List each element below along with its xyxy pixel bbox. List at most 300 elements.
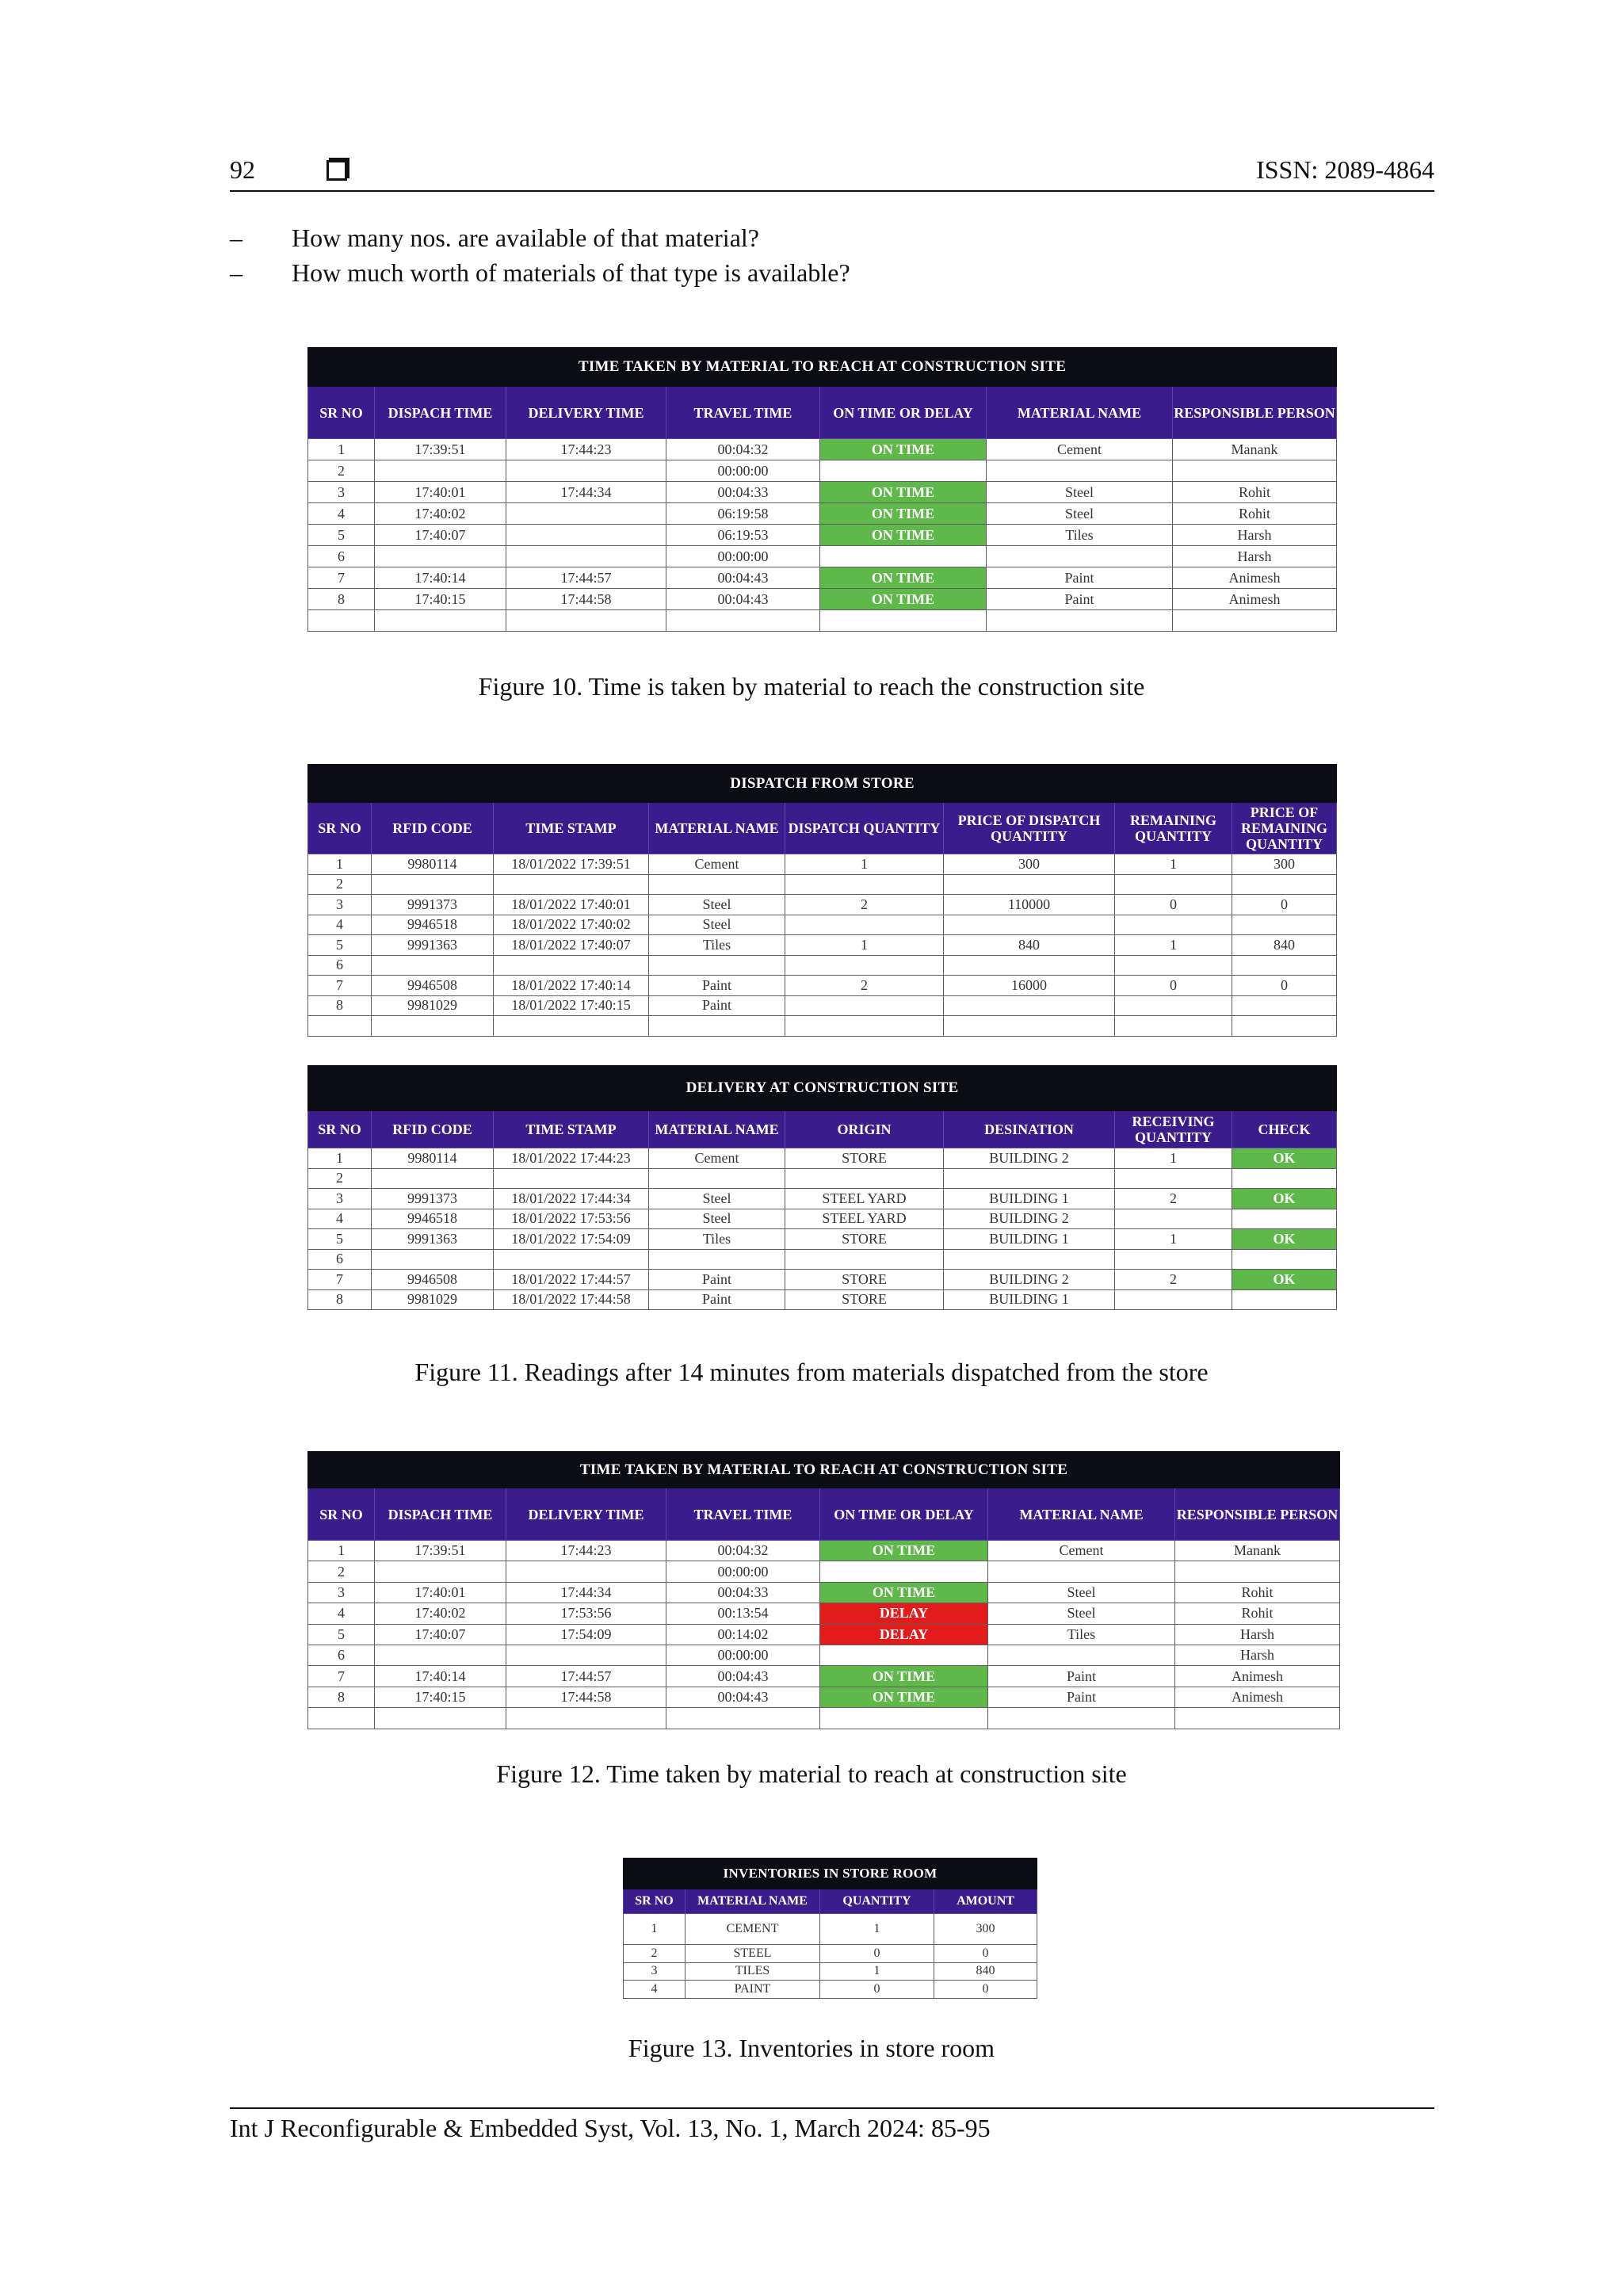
table-row xyxy=(308,546,1337,567)
table-cell: Animesh xyxy=(1173,589,1337,610)
table-cell xyxy=(1173,610,1337,632)
table-cell: 00:00:00 xyxy=(666,546,820,567)
table-cell xyxy=(1232,1289,1337,1310)
column-header: RESPONSIBLE PERSON xyxy=(1173,387,1337,439)
table-cell: 17:40:15 xyxy=(375,589,506,610)
table-cell: 00:04:43 xyxy=(666,589,820,610)
status-badge: DELAY xyxy=(820,1603,988,1624)
table-cell: BUILDING 2 xyxy=(944,1148,1115,1169)
table-cell: 17:40:02 xyxy=(375,503,506,525)
table-cell xyxy=(372,1016,494,1037)
table-cell: Paint xyxy=(649,1289,785,1310)
table-cell: 00:04:32 xyxy=(666,1541,820,1561)
table-cell: Animesh xyxy=(1175,1666,1340,1687)
table-cell xyxy=(785,1168,944,1189)
table-cell: 840 xyxy=(944,935,1115,956)
page-number: 92 xyxy=(230,155,255,184)
table-cell: 840 xyxy=(934,1962,1037,1981)
table-cell xyxy=(820,1561,988,1582)
table-cell: 2 xyxy=(624,1945,685,1963)
table-row xyxy=(308,439,1337,460)
page-header xyxy=(230,154,1434,192)
table-cell: Rohit xyxy=(1175,1603,1340,1624)
table-cell: 0 xyxy=(934,1945,1037,1963)
table-cell xyxy=(1232,995,1337,1016)
table-cell: Paint xyxy=(988,1666,1175,1687)
table-cell xyxy=(666,1708,820,1729)
table-cell: BUILDING 1 xyxy=(944,1189,1115,1209)
table-row xyxy=(308,1016,1337,1037)
table-cell: 8 xyxy=(308,1687,375,1707)
table-cell: 1 xyxy=(624,1914,685,1945)
table-cell: Harsh xyxy=(1173,525,1337,546)
table-cell xyxy=(506,460,666,482)
table-cell: Animesh xyxy=(1175,1687,1340,1707)
table-cell: 2 xyxy=(308,1168,372,1189)
figure-12-caption: Figure 12. Time taken by material to reach at construction site xyxy=(496,1759,1127,1788)
table-cell: 18/01/2022 17:44:58 xyxy=(494,1289,649,1310)
table-cell: Harsh xyxy=(1173,546,1337,567)
table-cell: STORE xyxy=(785,1148,944,1169)
column-header: DISPATCH QUANTITY xyxy=(785,803,944,854)
column-header: TIME STAMP xyxy=(494,1111,649,1148)
table-cell: STEEL YARD xyxy=(785,1189,944,1209)
table-cell: 8 xyxy=(308,589,375,610)
table-cell: 1 xyxy=(1115,1148,1232,1169)
table-cell xyxy=(1115,1209,1232,1229)
table-cell: Steel xyxy=(649,915,785,935)
table-cell: 3 xyxy=(308,1189,372,1209)
table-cell: 17:44:57 xyxy=(506,1666,666,1687)
table-cell: 2 xyxy=(308,460,375,482)
column-header: RFID CODE xyxy=(372,1111,494,1148)
table-cell: 9991363 xyxy=(372,1229,494,1250)
table-cell: 3 xyxy=(308,482,375,503)
table-cell: Rohit xyxy=(1173,503,1337,525)
table-cell: 18/01/2022 17:40:01 xyxy=(494,895,649,915)
column-header: TRAVEL TIME xyxy=(666,387,820,439)
table-cell: 17:44:58 xyxy=(506,589,666,610)
table-cell xyxy=(506,1708,666,1729)
column-header: DISPACH TIME xyxy=(375,387,506,439)
table-cell xyxy=(649,874,785,895)
column-header: PRICE OF REMAINING QUANTITY xyxy=(1232,803,1337,854)
table-cell: 17:40:14 xyxy=(375,567,506,589)
column-header: RECEIVING QUANTITY xyxy=(1115,1111,1232,1148)
table-cell: 8 xyxy=(308,995,372,1016)
table-cell xyxy=(1232,1209,1337,1229)
table-cell: Tiles xyxy=(988,1624,1175,1645)
table-cell: BUILDING 2 xyxy=(944,1270,1115,1290)
table-cell xyxy=(1232,955,1337,976)
page-footer: Int J Reconfigurable & Embedded Syst, Vol. 13, No. 1, March 2024: 85-95 xyxy=(230,2107,1434,2143)
table-cell: 1 xyxy=(308,1148,372,1169)
table-cell: 300 xyxy=(944,854,1115,875)
table-title-row xyxy=(308,1452,1340,1488)
column-header: MATERIAL NAME xyxy=(649,1111,785,1148)
table-cell: Paint xyxy=(649,995,785,1016)
column-header: SR NO xyxy=(308,1111,372,1148)
table-cell: 17:44:58 xyxy=(506,1687,666,1707)
table-cell: 00:04:43 xyxy=(666,1666,820,1687)
table-cell xyxy=(375,1645,506,1665)
table-cell: Steel xyxy=(649,895,785,915)
table-cell: 00:00:00 xyxy=(666,1645,820,1665)
table-cell: 0 xyxy=(820,1945,934,1963)
table-cell: Steel xyxy=(987,503,1173,525)
table-cell xyxy=(987,546,1173,567)
table-cell xyxy=(1115,995,1232,1016)
table-cell: 2 xyxy=(1115,1270,1232,1290)
table-cell: PAINT xyxy=(685,1981,820,1999)
table-title: TIME TAKEN BY MATERIAL TO REACH AT CONSTRUCTION SITE xyxy=(308,348,1337,387)
table-row xyxy=(624,1962,1037,1981)
table-cell: 17:44:34 xyxy=(506,1582,666,1603)
table-cell: 00:04:33 xyxy=(666,482,820,503)
table-cell xyxy=(494,955,649,976)
table-cell: 4 xyxy=(308,1603,375,1624)
table-cell: Steel xyxy=(988,1603,1175,1624)
table-row xyxy=(308,1561,1340,1582)
table-cell xyxy=(944,1168,1115,1189)
table-cell xyxy=(372,874,494,895)
status-badge: OK xyxy=(1232,1229,1337,1250)
table-cell: 7 xyxy=(308,567,375,589)
table-cell: Animesh xyxy=(1173,567,1337,589)
table-header-row xyxy=(308,1111,1337,1148)
table-cell: Paint xyxy=(987,567,1173,589)
table-cell: 1 xyxy=(820,1914,934,1945)
table-cell xyxy=(1115,955,1232,976)
table-cell: STORE xyxy=(785,1289,944,1310)
table-cell: 9991363 xyxy=(372,935,494,956)
figure-11-caption: Figure 11. Readings after 14 minutes from materials dispatched from the store xyxy=(414,1358,1209,1386)
table-cell: STORE xyxy=(785,1229,944,1250)
table-cell: BUILDING 1 xyxy=(944,1289,1115,1310)
table-cell: 9980114 xyxy=(372,854,494,875)
column-header: SR NO xyxy=(308,387,375,439)
table-cell: 17:40:01 xyxy=(375,482,506,503)
table-cell xyxy=(1115,1249,1232,1270)
table-cell xyxy=(785,874,944,895)
column-header: SR NO xyxy=(308,1488,375,1541)
table-cell: 1 xyxy=(1115,1229,1232,1250)
table-cell: 17:40:02 xyxy=(375,1603,506,1624)
fig10-table xyxy=(307,347,1337,632)
table-cell: 4 xyxy=(624,1981,685,1999)
table-cell xyxy=(1232,915,1337,935)
table-cell xyxy=(944,995,1115,1016)
table-cell: 2 xyxy=(785,976,944,996)
table-cell: 17:39:51 xyxy=(375,439,506,460)
status-badge: ON TIME xyxy=(820,439,987,460)
table-cell: 17:54:09 xyxy=(506,1624,666,1645)
status-badge: ON TIME xyxy=(820,525,987,546)
table-cell: 300 xyxy=(1232,854,1337,875)
table-cell: BUILDING 2 xyxy=(944,1209,1115,1229)
column-header: SR NO xyxy=(624,1889,685,1914)
status-badge: ON TIME xyxy=(820,1582,988,1603)
table-row xyxy=(308,482,1337,503)
table-cell xyxy=(1173,460,1337,482)
table-row xyxy=(308,610,1337,632)
table-row xyxy=(308,460,1337,482)
fig11-dispatch-table xyxy=(307,764,1337,1037)
status-badge: OK xyxy=(1232,1148,1337,1169)
table-cell: Manank xyxy=(1173,439,1337,460)
status-badge: ON TIME xyxy=(820,482,987,503)
table-cell: 1 xyxy=(308,854,372,875)
table-cell xyxy=(785,915,944,935)
table-cell: 9991373 xyxy=(372,895,494,915)
table-title-row xyxy=(308,1066,1337,1111)
table-cell: Cement xyxy=(988,1541,1175,1561)
column-header: MATERIAL NAME xyxy=(988,1488,1175,1541)
table-cell xyxy=(944,874,1115,895)
table-cell: 18/01/2022 17:40:14 xyxy=(494,976,649,996)
table-cell: 0 xyxy=(1115,895,1232,915)
table-cell xyxy=(375,1561,506,1582)
table-row xyxy=(308,1666,1340,1687)
bullet-list xyxy=(230,220,850,290)
table-cell: 00:00:00 xyxy=(666,1561,820,1582)
table-row xyxy=(308,1148,1337,1169)
status-badge: ON TIME xyxy=(820,567,987,589)
table-cell xyxy=(375,546,506,567)
table-cell xyxy=(785,1249,944,1270)
table-row xyxy=(624,1945,1037,1963)
table-cell: 5 xyxy=(308,935,372,956)
table-cell: STORE xyxy=(785,1270,944,1290)
table-cell: 9981029 xyxy=(372,995,494,1016)
column-header: TIME STAMP xyxy=(494,803,649,854)
table-row xyxy=(624,1914,1037,1945)
table-row xyxy=(308,995,1337,1016)
column-header: PRICE OF DISPATCH QUANTITY xyxy=(944,803,1115,854)
table-cell: 2 xyxy=(785,895,944,915)
table-cell: CEMENT xyxy=(685,1914,820,1945)
table-row xyxy=(308,589,1337,610)
column-header: DELIVERY TIME xyxy=(506,387,666,439)
table-title: TIME TAKEN BY MATERIAL TO REACH AT CONSTRUCTION SITE xyxy=(308,1452,1340,1488)
table-cell xyxy=(649,1168,785,1189)
table-cell xyxy=(308,1016,372,1037)
column-header: ON TIME OR DELAY xyxy=(820,387,987,439)
table-cell xyxy=(820,610,987,632)
column-header: QUANTITY xyxy=(820,1889,934,1914)
table-cell: 6 xyxy=(308,955,372,976)
table-cell: Paint xyxy=(987,589,1173,610)
table-cell xyxy=(785,995,944,1016)
table-cell: 06:19:53 xyxy=(666,525,820,546)
table-cell xyxy=(506,503,666,525)
table-cell xyxy=(1175,1561,1340,1582)
table-cell: 17:40:14 xyxy=(375,1666,506,1687)
column-header: DELIVERY TIME xyxy=(506,1488,666,1541)
table-cell: 0 xyxy=(1232,895,1337,915)
table-row xyxy=(308,1209,1337,1229)
column-header: RFID CODE xyxy=(372,803,494,854)
table-row xyxy=(308,915,1337,935)
table-cell: TILES xyxy=(685,1962,820,1981)
table-title-row xyxy=(308,765,1337,803)
table-title: DELIVERY AT CONSTRUCTION SITE xyxy=(308,1066,1337,1111)
table-cell xyxy=(372,1249,494,1270)
table-row xyxy=(308,1687,1340,1707)
table-cell: 9946508 xyxy=(372,1270,494,1290)
table-cell xyxy=(506,1645,666,1665)
table-cell: 6 xyxy=(308,546,375,567)
table-title: DISPATCH FROM STORE xyxy=(308,765,1337,803)
table-cell: 00:00:00 xyxy=(666,460,820,482)
table-cell xyxy=(666,610,820,632)
table-cell: 18/01/2022 17:44:34 xyxy=(494,1189,649,1209)
table-cell: 1 xyxy=(308,1541,375,1561)
table-cell: STEEL xyxy=(685,1945,820,1963)
table-cell: 9981029 xyxy=(372,1289,494,1310)
table-row xyxy=(308,1541,1340,1561)
table-cell xyxy=(375,460,506,482)
table-cell xyxy=(1115,1016,1232,1037)
table-cell: Cement xyxy=(987,439,1173,460)
table-cell xyxy=(988,1645,1175,1665)
table-cell xyxy=(494,1016,649,1037)
table-cell: 18/01/2022 17:44:23 xyxy=(494,1148,649,1169)
table-cell: 00:04:33 xyxy=(666,1582,820,1603)
table-cell: Harsh xyxy=(1175,1624,1340,1645)
table-cell xyxy=(1115,1289,1232,1310)
column-header: DISPACH TIME xyxy=(375,1488,506,1541)
column-header: SR NO xyxy=(308,803,372,854)
table-cell xyxy=(1115,1168,1232,1189)
table-cell: 1 xyxy=(308,439,375,460)
table-cell xyxy=(506,525,666,546)
table-row xyxy=(308,567,1337,589)
table-header-row xyxy=(308,387,1337,439)
table-cell: 17:44:34 xyxy=(506,482,666,503)
table-cell: 17:44:23 xyxy=(506,439,666,460)
table-row xyxy=(308,1270,1337,1290)
table-cell: 18/01/2022 17:39:51 xyxy=(494,854,649,875)
figure-13-caption: Figure 13. Inventories in store room xyxy=(628,2034,995,2062)
table-cell xyxy=(649,1249,785,1270)
table-cell: Cement xyxy=(649,1148,785,1169)
table-title-row xyxy=(308,348,1337,387)
table-cell: 5 xyxy=(308,1624,375,1645)
table-cell: Tiles xyxy=(987,525,1173,546)
table-cell: STEEL YARD xyxy=(785,1209,944,1229)
status-badge: OK xyxy=(1232,1189,1337,1209)
table-cell xyxy=(944,1249,1115,1270)
table-cell: 17:40:07 xyxy=(375,525,506,546)
table-cell: 3 xyxy=(624,1962,685,1981)
table-cell: 17:40:07 xyxy=(375,1624,506,1645)
column-header: DESINATION xyxy=(944,1111,1115,1148)
table-row xyxy=(308,1603,1340,1624)
table-cell: 6 xyxy=(308,1645,375,1665)
table-row xyxy=(308,895,1337,915)
table-cell xyxy=(1232,1016,1337,1037)
table-cell: 1 xyxy=(1115,854,1232,875)
table-row xyxy=(308,976,1337,996)
status-badge: ON TIME xyxy=(820,589,987,610)
column-header: MATERIAL NAME xyxy=(649,803,785,854)
table-row xyxy=(308,1229,1337,1250)
table-cell xyxy=(375,610,506,632)
table-cell xyxy=(987,460,1173,482)
table-cell: Paint xyxy=(649,976,785,996)
status-badge: ON TIME xyxy=(820,1541,988,1561)
table-cell xyxy=(506,1561,666,1582)
table-row xyxy=(308,1289,1337,1310)
table-cell: 18/01/2022 17:40:15 xyxy=(494,995,649,1016)
table-row xyxy=(308,1189,1337,1209)
table-cell: 840 xyxy=(1232,935,1337,956)
table-row xyxy=(308,935,1337,956)
column-header: ON TIME OR DELAY xyxy=(820,1488,988,1541)
table-cell: 1 xyxy=(785,935,944,956)
table-cell: 4 xyxy=(308,1209,372,1229)
table-cell xyxy=(1232,1168,1337,1189)
table-cell: 8 xyxy=(308,1289,372,1310)
table-cell: 1 xyxy=(785,854,944,875)
table-cell: 2 xyxy=(308,1561,375,1582)
table-cell xyxy=(649,955,785,976)
table-cell xyxy=(649,1016,785,1037)
table-cell xyxy=(820,1645,988,1665)
table-cell: 6 xyxy=(308,1249,372,1270)
table-cell: Cement xyxy=(649,854,785,875)
table-cell xyxy=(506,610,666,632)
table-cell xyxy=(944,1016,1115,1037)
table-cell: Steel xyxy=(649,1209,785,1229)
table-cell xyxy=(375,1708,506,1729)
table-cell: Manank xyxy=(1175,1541,1340,1561)
table-cell: Harsh xyxy=(1175,1645,1340,1665)
table-cell xyxy=(1115,915,1232,935)
table-cell: Rohit xyxy=(1173,482,1337,503)
table-cell: Paint xyxy=(988,1687,1175,1707)
status-badge: DELAY xyxy=(820,1624,988,1645)
table-cell: 9946508 xyxy=(372,976,494,996)
table-cell: 17:39:51 xyxy=(375,1541,506,1561)
fig11-delivery-table xyxy=(307,1065,1337,1310)
table-cell: 18/01/2022 17:40:07 xyxy=(494,935,649,956)
figure-10-caption: Figure 10. Time is taken by material to reach the construction site xyxy=(478,672,1145,701)
table-cell: BUILDING 1 xyxy=(944,1229,1115,1250)
table-cell xyxy=(820,546,987,567)
table-cell xyxy=(308,610,375,632)
table-cell: 18/01/2022 17:54:09 xyxy=(494,1229,649,1250)
table-cell: 18/01/2022 17:44:57 xyxy=(494,1270,649,1290)
column-header: CHECK xyxy=(1232,1111,1337,1148)
table-row xyxy=(308,1168,1337,1189)
table-cell xyxy=(988,1708,1175,1729)
table-cell: 5 xyxy=(308,525,375,546)
fig12-table xyxy=(307,1451,1340,1729)
table-header-row xyxy=(308,803,1337,854)
bullet-item: – How many nos. are available of that material? xyxy=(230,223,759,252)
issn: ISSN: 2089-4864 xyxy=(1256,155,1434,184)
table-cell xyxy=(1115,874,1232,895)
table-cell: 2 xyxy=(1115,1189,1232,1209)
table-cell: 1 xyxy=(820,1962,934,1981)
table-cell xyxy=(785,1016,944,1037)
table-cell xyxy=(944,915,1115,935)
column-header: MATERIAL NAME xyxy=(685,1889,820,1914)
table-cell: 4 xyxy=(308,915,372,935)
table-header-row xyxy=(624,1889,1037,1914)
